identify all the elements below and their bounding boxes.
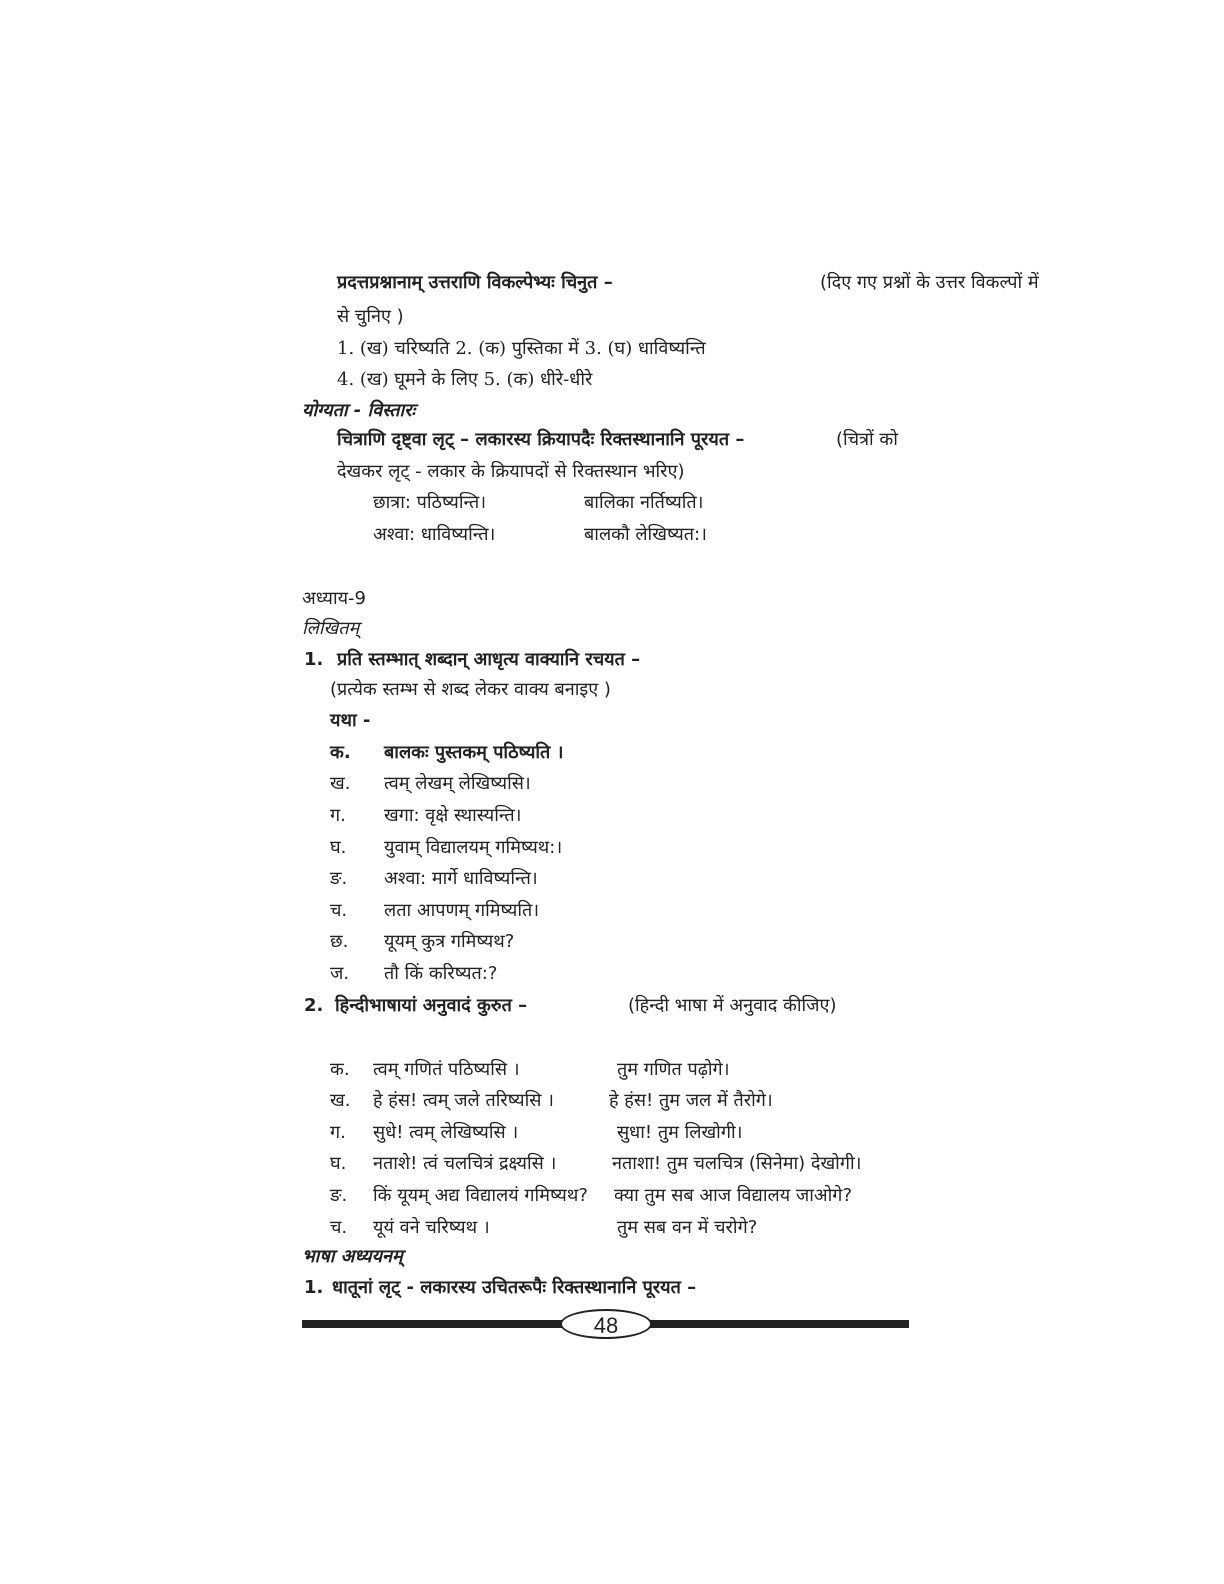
chapter-title: अध्याय-9: [302, 588, 367, 609]
q2-item-5-sanskrit: किं यूयम् अद्य विद्यालयं गमिष्यथ?: [373, 1185, 588, 1206]
q2-item-2-sanskrit: हे हंस! त्वम् जले तरिष्यसि ।: [373, 1090, 554, 1111]
footer-rule-left: [302, 1320, 562, 1328]
q1-item-4-text: युवाम् विद्यालयम् गमिष्यथ:।: [384, 837, 563, 858]
q2-item-1-sanskrit: त्वम् गणितं पठिष्यसि ।: [373, 1059, 520, 1080]
yogyata-pair-2-right: बालकौ लेखिष्यत:।: [584, 524, 707, 545]
q2-item-3-hindi: सुधा! तुम लिखोगी।: [617, 1122, 743, 1143]
q1-item-8-label: ज.: [330, 963, 350, 984]
mcq-answers-line-1: 1. (ख) चरिष्यति 2. (क) पुस्तिका में 3. (घ) धाविष्यन्ति: [337, 338, 706, 359]
q2-item-6-hindi: तुम सब वन में चरोगे?: [617, 1217, 758, 1238]
q1-item-5-text: अश्वा: मार्गे धाविष्यन्ति।: [384, 868, 538, 889]
q1-item-2-text: त्वम् लेखम् लेखिष्यसि।: [384, 773, 531, 794]
q2-instruction: (हिन्दी भाषा में अनुवाद कीजिए): [628, 995, 837, 1016]
q2-heading: हिन्दीभाषायां अनुवादं कुरुत –: [335, 995, 528, 1016]
q1-item-6-label: च.: [330, 900, 348, 921]
q1-item-6-text: लता आपणम् गमिष्यति।: [384, 900, 540, 921]
chapter-subtitle: लिखितम्: [302, 618, 360, 639]
q1-item-3-label: ग.: [330, 805, 346, 826]
q1-item-7-text: यूयम् कुत्र गमिष्यथ?: [384, 931, 515, 952]
q1-item-4-label: घ.: [330, 837, 347, 858]
q1-item-2-label: ख.: [330, 773, 351, 794]
q2-item-1-label: क.: [330, 1059, 350, 1080]
yogyata-pair-2-left: अश्वा: धाविष्यन्ति।: [373, 524, 496, 545]
yogyata-heading: चित्राणि दृष्ट्वा लृट् – लकारस्य क्रियापदैः रिक्तस्थानानि पूरयत –: [337, 429, 745, 450]
yogyata-title: योग्यता - विस्तारः: [302, 400, 416, 421]
q2-item-5-label: ङ.: [330, 1185, 348, 1206]
q2-item-2-label: ख.: [330, 1090, 351, 1111]
q1-number: 1.: [304, 649, 324, 670]
mcq-answers-line-2: 4. (ख) घूमने के लिए 5. (क) धीरे-धीरे: [337, 369, 593, 390]
q2-item-4-sanskrit: नताशे! त्वं चलचित्रं द्रक्ष्यसि ।: [373, 1153, 557, 1174]
yogyata-pair-1-right: बालिका नर्तिष्यति।: [584, 492, 704, 513]
yogyata-instruction: (चित्रों को: [836, 429, 898, 450]
footer-rule-right: [650, 1320, 909, 1328]
mcq-heading: प्रदत्तप्रश्नानाम् उत्तराणि विकल्पेभ्यः चिनुत –: [337, 272, 613, 293]
q2-item-6-sanskrit: यूयं वने चरिष्यथ ।: [373, 1217, 490, 1238]
q1-item-1-label: क.: [330, 742, 351, 763]
q2-item-6-label: च.: [330, 1217, 348, 1238]
q2-item-4-hindi: नताशा! तुम चलचित्र (सिनेमा) देखोगी।: [612, 1153, 862, 1174]
q1-yatha: यथा -: [330, 710, 371, 731]
bhasha-title: भाषा अध्ययनम्: [302, 1246, 403, 1267]
q2-item-3-label: ग.: [330, 1122, 346, 1143]
q2-item-1-hindi: तुम गणित पढ़ोगे।: [617, 1059, 730, 1080]
mcq-instruction: (दिए गए प्रश्नों के उत्तर विकल्पों में: [820, 272, 1039, 293]
q1-heading: प्रति स्तम्भात् शब्दान् आधृत्य वाक्यानि रचयत –: [337, 649, 641, 670]
q1-item-5-label: ङ.: [330, 868, 348, 889]
q1-item-8-text: तौ किं करिष्यत:?: [384, 963, 498, 984]
bhasha-q1-number: 1.: [304, 1277, 324, 1298]
q1-item-3-text: खगा: वृक्षे स्थास्यन्ति।: [384, 805, 522, 826]
q1-instruction: (प्रत्येक स्तम्भ से शब्द लेकर वाक्य बनाइए ): [330, 679, 611, 700]
q2-item-4-label: घ.: [330, 1153, 347, 1174]
mcq-instruction-cont: से चुनिए ): [337, 306, 404, 327]
q1-item-7-label: छ.: [330, 931, 349, 952]
q2-item-5-hindi: क्या तुम सब आज विद्यालय जाओगे?: [614, 1185, 852, 1206]
page-number: 48: [560, 1309, 652, 1339]
yogyata-instruction-cont: देखकर लृट् - लकार के क्रियापदों से रिक्तस्थान भरिए): [337, 461, 685, 482]
q2-number: 2.: [304, 995, 324, 1016]
q1-item-1-text: बालकः पुस्तकम् पठिष्यति ।: [384, 742, 564, 763]
bhasha-q1-heading: धातूनां लृट् - लकारस्य उचितरूपैः रिक्तस्थानानि पूरयत –: [332, 1277, 697, 1298]
q2-item-3-sanskrit: सुधे! त्वम् लेखिष्यसि ।: [373, 1122, 519, 1143]
yogyata-pair-1-left: छात्रा: पठिष्यन्ति।: [373, 492, 487, 513]
q2-item-2-hindi: हे हंस! तुम जल में तैरोगे।: [609, 1090, 773, 1111]
